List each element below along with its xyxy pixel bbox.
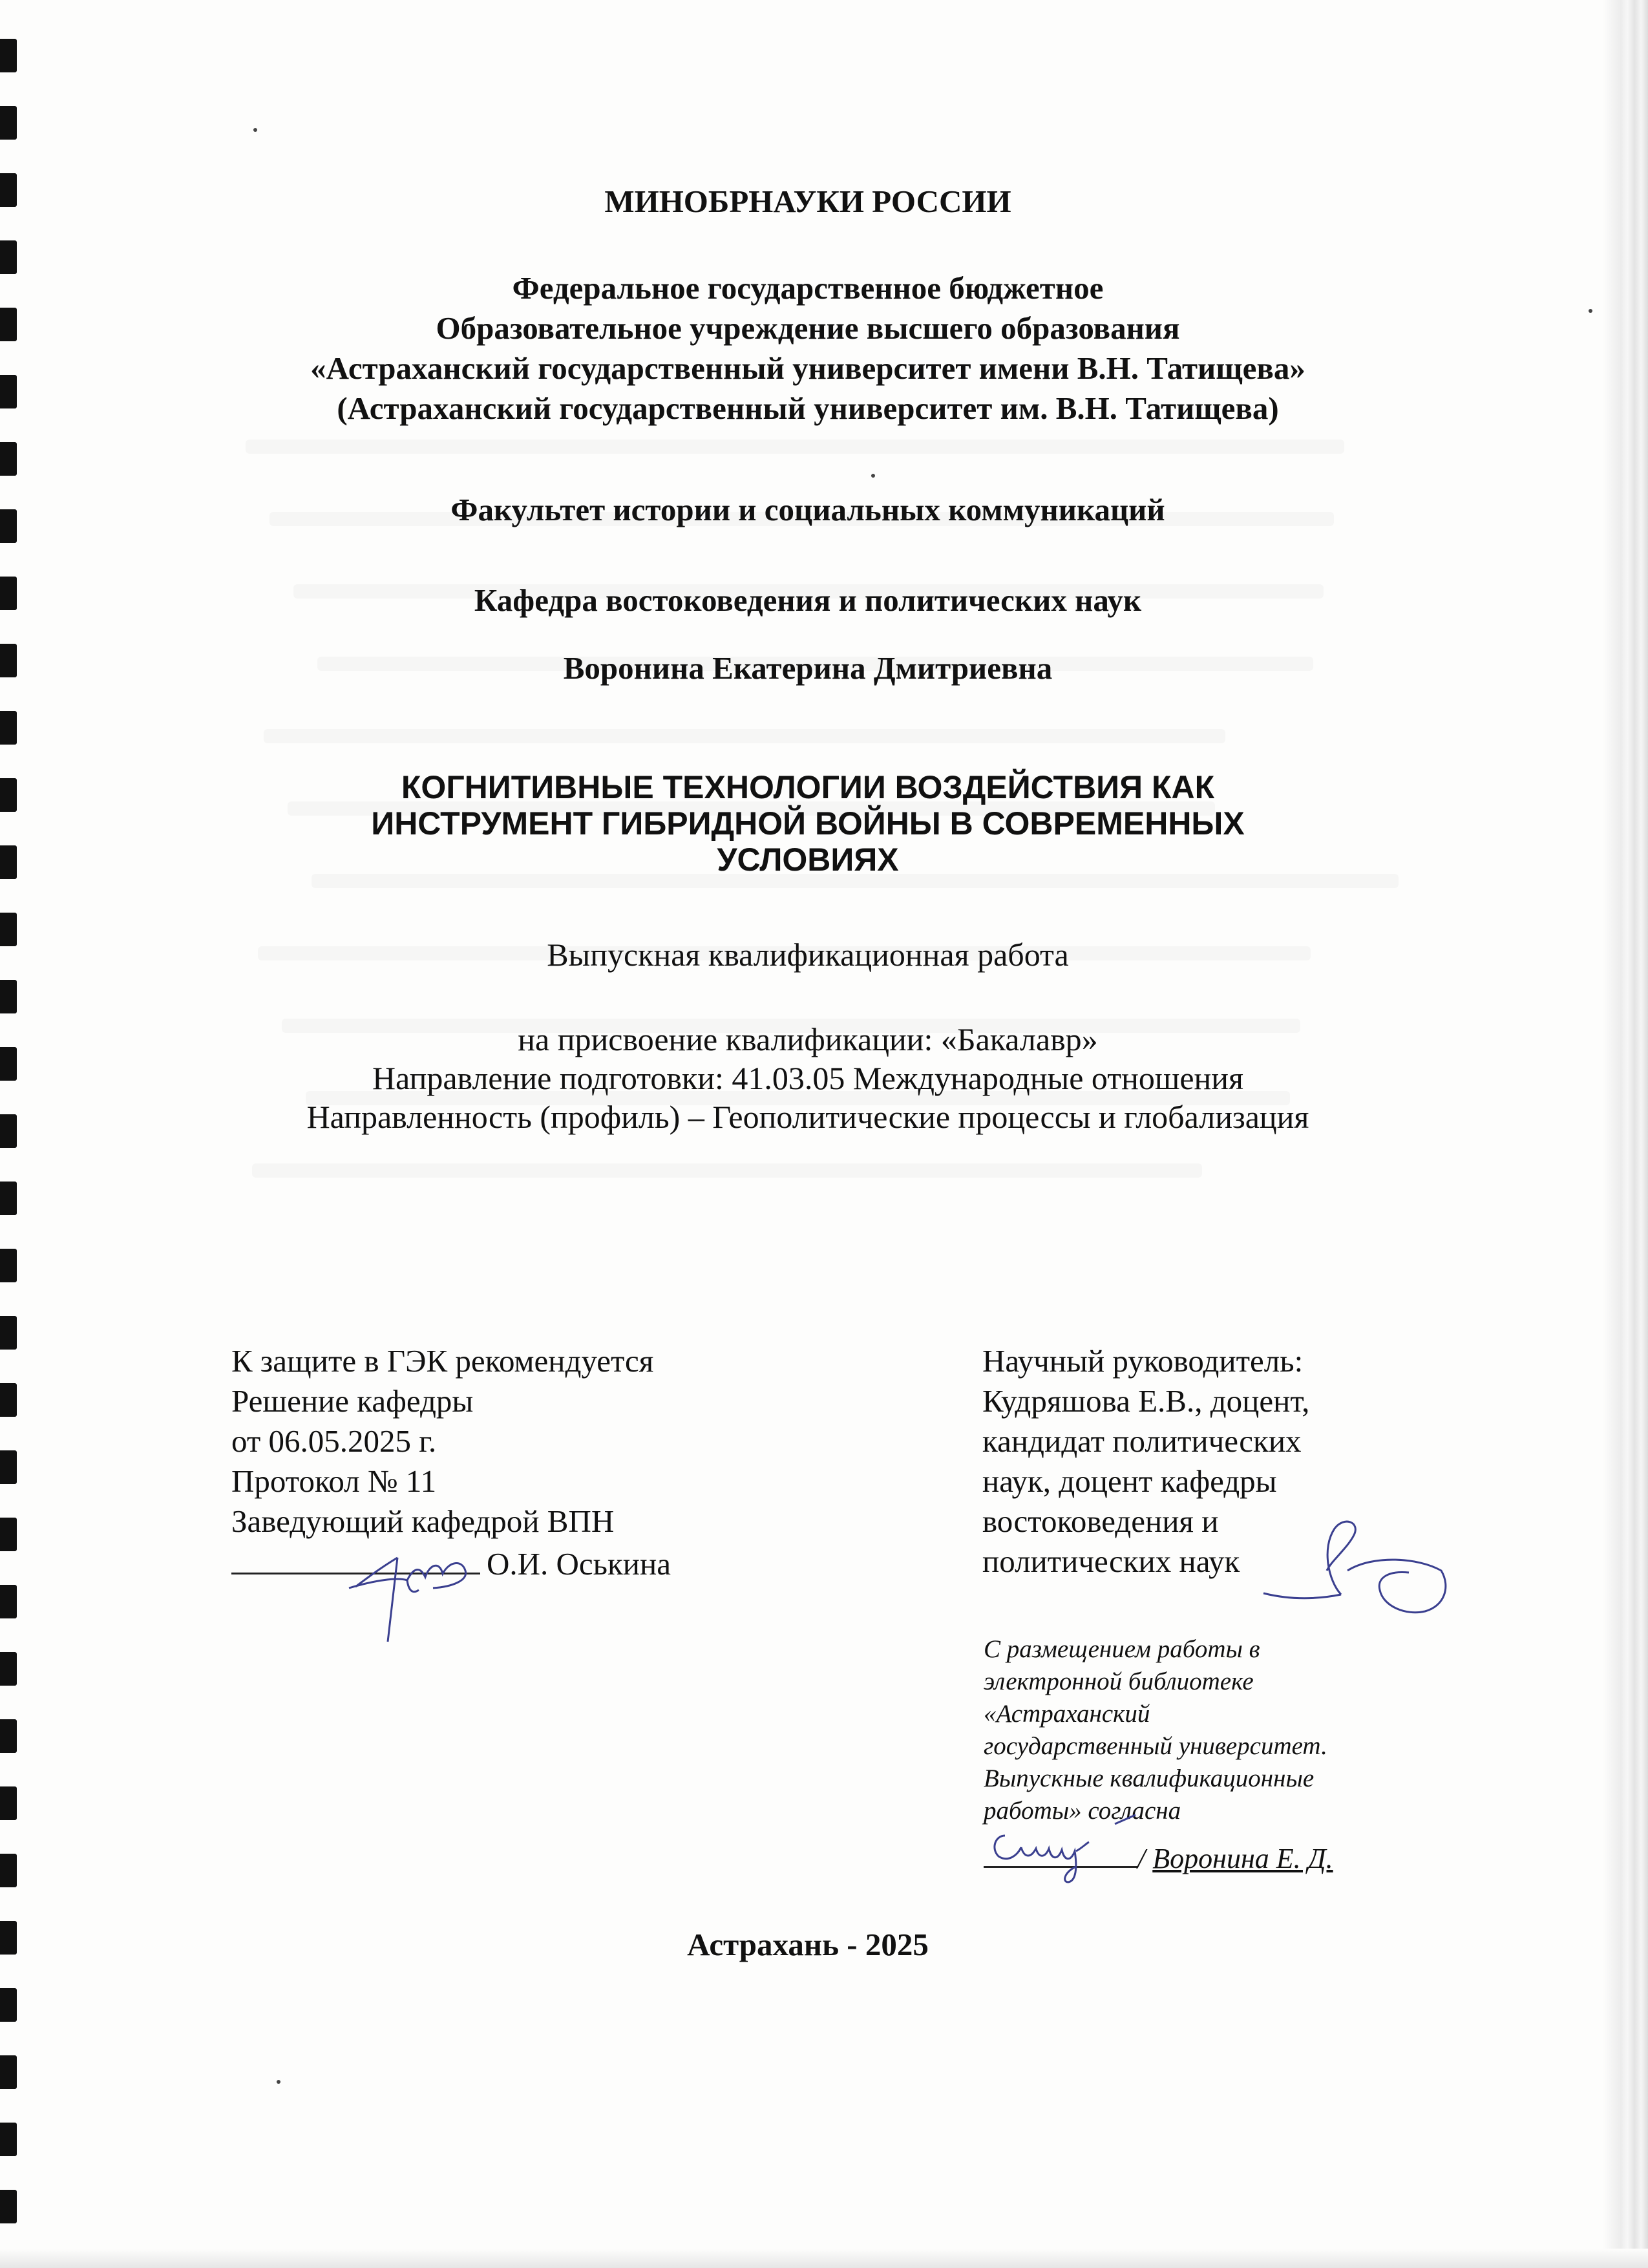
city-year: Астрахань - 2025	[687, 1927, 929, 1962]
binding-holes	[0, 39, 26, 2256]
binding-hole	[0, 240, 17, 274]
title-line: УСЛОВИЯХ	[717, 842, 899, 878]
supervisor-block	[982, 1341, 1309, 1582]
binding-hole	[0, 1652, 17, 1686]
bleed-line	[252, 1163, 1202, 1178]
binding-hole	[0, 2123, 17, 2156]
binding-hole	[0, 1988, 17, 2022]
binding-hole	[0, 2055, 17, 2089]
defense-recommendation	[231, 1341, 671, 1584]
defense-line: Заведующий кафедрой ВПН	[231, 1503, 615, 1539]
binding-hole	[0, 644, 17, 677]
consent-signature-row	[984, 1840, 1333, 1875]
institution-line: (Астраханский государственный университет им. В.Н. Татищева)	[337, 390, 1279, 426]
binding-hole	[0, 1047, 17, 1081]
defense-line: от 06.05.2025 г.	[231, 1423, 437, 1459]
head-signature-row	[231, 1542, 671, 1584]
binding-hole	[0, 1249, 17, 1282]
binding-hole	[0, 106, 17, 140]
binding-hole	[0, 1316, 17, 1350]
institution-block	[194, 268, 1422, 429]
speck	[277, 2080, 280, 2084]
supervisor-line: наук, доцент кафедры	[982, 1463, 1277, 1499]
consent-line: Выпускные квалификационные	[984, 1765, 1315, 1792]
head-name: О.И. Оськина	[487, 1546, 671, 1582]
page-edge-right	[1603, 0, 1648, 2268]
title-line: КОГНИТИВНЫЕ ТЕХНОЛОГИИ ВОЗДЕЙСТВИЯ КАК	[401, 769, 1215, 805]
supervisor-line: Научный руководитель:	[982, 1343, 1304, 1379]
binding-hole	[0, 1518, 17, 1551]
binding-hole	[0, 1921, 17, 1955]
defense-line: Решение кафедры	[231, 1383, 474, 1419]
consent-line: «Астраханский	[984, 1700, 1150, 1728]
library-consent	[984, 1633, 1327, 1827]
binding-hole	[0, 1786, 17, 1820]
binding-hole	[0, 1450, 17, 1484]
page-edge-bottom	[0, 2249, 1648, 2268]
thesis-title	[194, 769, 1422, 878]
binding-hole	[0, 778, 17, 812]
supervisor-line: Кудряшова Е.В., доцент,	[982, 1383, 1310, 1419]
qualification-line: Направление подготовки: 41.03.05 Международные отношения	[372, 1060, 1244, 1096]
binding-hole	[0, 845, 17, 879]
institution-line: Образовательное учреждение высшего образования	[436, 310, 1180, 346]
binding-hole	[0, 442, 17, 476]
binding-hole	[0, 913, 17, 946]
binding-hole	[0, 1114, 17, 1148]
speck	[1589, 309, 1592, 313]
work-type: Выпускная квалификационная работа	[547, 937, 1069, 973]
supervisor-line: политических наук	[982, 1543, 1240, 1579]
consent-line: С размещением работы в	[984, 1635, 1260, 1663]
defense-line: К защите в ГЭК рекомендуется	[231, 1343, 654, 1379]
binding-hole	[0, 39, 17, 72]
consent-line: работы» согласна	[984, 1797, 1181, 1825]
qualification-line: на присвоение квалификации: «Бакалавр»	[518, 1021, 1098, 1057]
defense-line: Протокол № 11	[231, 1463, 437, 1499]
supervisor-line: востоковедения и	[982, 1503, 1219, 1539]
speck	[253, 128, 257, 132]
binding-hole	[0, 173, 17, 207]
signature-line	[231, 1542, 480, 1574]
consent-line: государственный университет.	[984, 1732, 1327, 1760]
ministry-heading: МИНОБРНАУКИ РОССИИ	[604, 184, 1011, 219]
binding-hole	[0, 1854, 17, 1887]
title-line: ИНСТРУМЕНТ ГИБРИДНОЙ ВОЙНЫ В СОВРЕМЕННЫХ	[371, 805, 1245, 842]
consent-separator: /	[1137, 1843, 1146, 1874]
bleed-line	[246, 440, 1344, 454]
author-name: Воронина Екатерина Дмитриевна	[563, 650, 1053, 686]
binding-hole	[0, 1182, 17, 1215]
signature-line	[984, 1840, 1137, 1868]
binding-hole	[0, 1383, 17, 1417]
binding-hole	[0, 1719, 17, 1753]
binding-hole	[0, 375, 17, 408]
binding-hole	[0, 509, 17, 543]
binding-hole	[0, 980, 17, 1013]
institution-line: «Астраханский государственный университет имени В.Н. Татищева»	[310, 350, 1305, 386]
binding-hole	[0, 308, 17, 341]
institution-line: Федеральное государственное бюджетное	[512, 270, 1104, 306]
binding-hole	[0, 2190, 17, 2223]
speck	[871, 474, 875, 478]
qualification-block	[194, 1020, 1422, 1136]
binding-hole	[0, 577, 17, 610]
supervisor-line: кандидат политических	[982, 1423, 1302, 1459]
consent-signer: Воронина Е. Д.	[1152, 1843, 1333, 1874]
binding-hole	[0, 711, 17, 745]
consent-line: электронной библиотеке	[984, 1668, 1254, 1695]
department-heading: Кафедра востоковедения и политических наук	[474, 582, 1142, 618]
bleed-line	[264, 729, 1225, 743]
qualification-line: Направленность (профиль) – Геополитические процессы и глобализация	[306, 1099, 1309, 1135]
faculty-heading: Факультет истории и социальных коммуникаций	[450, 492, 1165, 527]
binding-hole	[0, 1585, 17, 1618]
